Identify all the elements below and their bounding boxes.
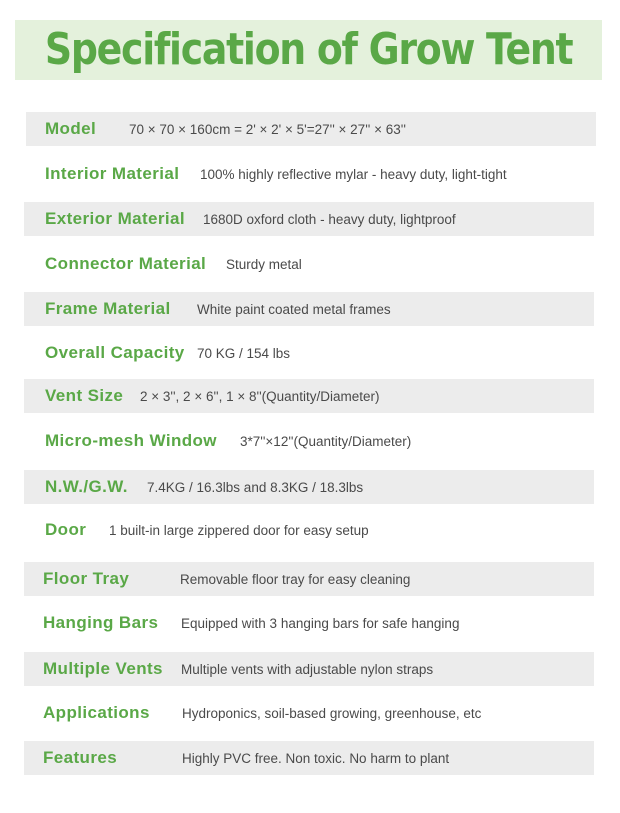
spec-value: 2 × 3'', 2 × 6'', 1 × 8''(Quantity/Diameter) (140, 388, 380, 404)
spec-value: 70 × 70 × 160cm = 2' × 2' × 5'=27'' × 27'' × 63'' (129, 121, 406, 137)
spec-label: Door (45, 520, 87, 539)
spec-value: Hydroponics, soil-based growing, greenhouse, etc (182, 705, 482, 721)
spec-value: Sturdy metal (226, 256, 302, 272)
spec-label: Exterior Material (45, 209, 186, 228)
spec-value: White paint coated metal frames (197, 301, 391, 317)
spec-row-vent-size (24, 379, 594, 413)
spec-row-exterior-material (24, 202, 594, 236)
spec-row-hanging-bars (24, 606, 594, 640)
spec-row-door (24, 513, 594, 547)
spec-label: Connector Material (45, 254, 207, 273)
spec-row-connector-material (24, 247, 594, 281)
spec-row-applications (24, 696, 594, 730)
spec-label: Multiple Vents (43, 659, 163, 678)
spec-label: Features (43, 748, 118, 767)
spec-value: 1 built-in large zippered door for easy setup (109, 522, 369, 538)
spec-value: Equipped with 3 hanging bars for safe hanging (181, 615, 460, 631)
spec-label: Floor Tray (43, 569, 130, 588)
spec-value: 1680D oxford cloth - heavy duty, lightproof (203, 211, 456, 227)
spec-value: 70 KG / 154 lbs (197, 345, 291, 361)
page-title: Specification of Grow Tent (44, 24, 573, 75)
spec-label: Model (45, 119, 97, 138)
spec-value: Multiple vents with adjustable nylon straps (181, 661, 434, 677)
spec-row-micro-mesh-window (24, 424, 594, 458)
spec-label: Interior Material (45, 164, 180, 183)
spec-label: Micro-mesh Window (45, 431, 217, 450)
spec-value: 3*7''×12''(Quantity/Diameter) (240, 433, 412, 449)
spec-label: Hanging Bars (43, 613, 159, 632)
spec-value: Removable floor tray for easy cleaning (180, 571, 411, 587)
spec-row-features (24, 741, 594, 775)
spec-row-floor-tray (24, 562, 594, 596)
spec-row-overall-capacity (24, 336, 594, 370)
spec-label: N.W./G.W. (45, 477, 128, 496)
spec-label: Applications (43, 703, 150, 722)
spec-row-frame-material (24, 292, 594, 326)
spec-value: 100% highly reflective mylar - heavy duty, light-tight (200, 166, 507, 182)
spec-row-interior-material (24, 157, 594, 191)
spec-row-weight (24, 470, 594, 504)
spec-value: Highly PVC free. Non toxic. No harm to plant (182, 750, 450, 766)
spec-label: Overall Capacity (45, 343, 185, 362)
spec-row-multiple-vents (24, 652, 594, 686)
spec-label: Vent Size (45, 386, 124, 405)
spec-value: 7.4KG / 16.3lbs and 8.3KG / 18.3lbs (147, 479, 364, 495)
spec-label: Frame Material (45, 299, 171, 318)
spec-row-model (26, 112, 596, 146)
